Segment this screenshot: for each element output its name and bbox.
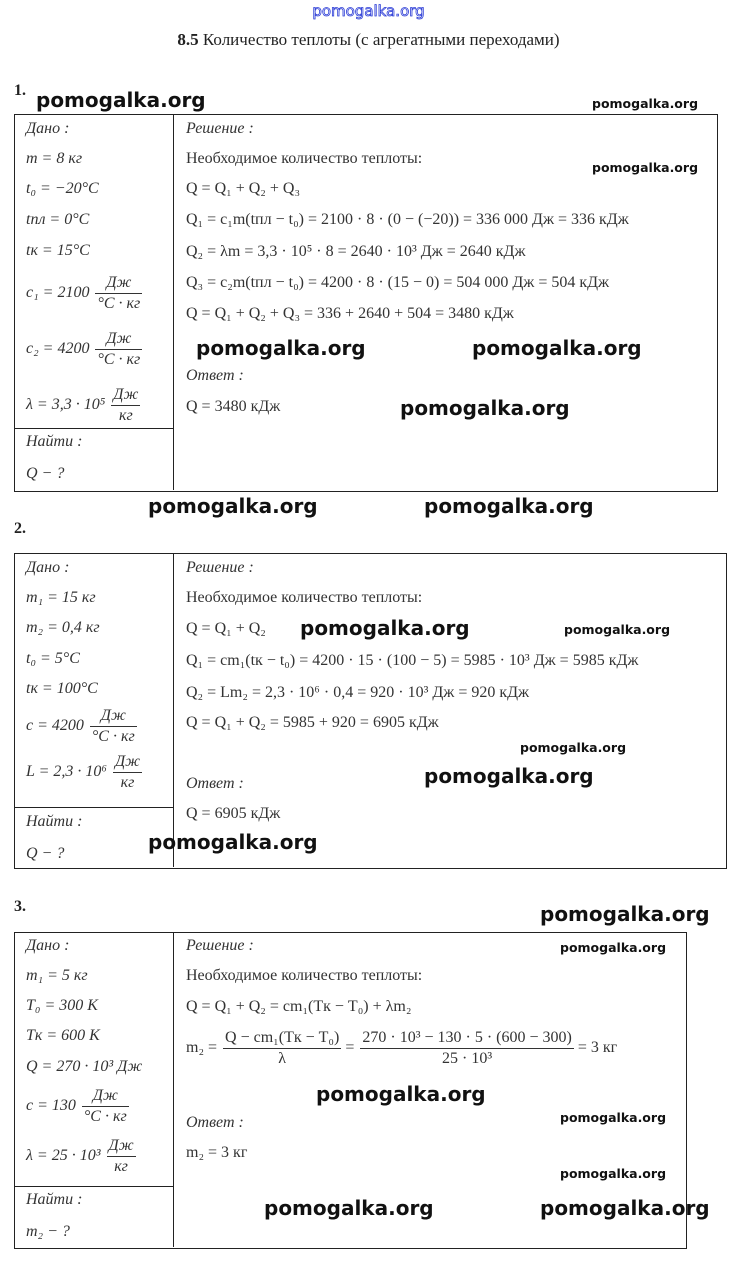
answer-label: Ответ : [186,1114,244,1131]
unit-fraction [95,329,142,370]
given-value: m = 8 кг [26,150,83,167]
given-item [26,329,142,370]
given-label: Дано : [26,120,70,137]
watermark: pomogalka.org [540,902,710,926]
answer-value: Q = 3480 кДж [186,398,281,415]
fraction-numerator: 270 · 10³ − 130 · 5 · (600 − 300) [360,1028,573,1049]
solution-intro: Необходимое количество теплоты: [186,589,423,606]
solution-fraction-line [186,1028,617,1069]
given-divider [14,1186,173,1187]
watermark: pomogalka.org [592,96,699,111]
unit-denominator: °C · кг [97,351,141,368]
unit-numerator: Дж [90,706,137,727]
given-value: t₀ = 5°C [26,650,80,667]
fraction-denominator: λ [278,1050,287,1067]
given-value: c = 4200 [26,717,84,735]
given-item [26,618,100,638]
given-item [26,588,96,608]
given-item [26,241,90,261]
find-label: Найти : [26,1191,83,1208]
watermark: pomogalka.org [400,396,570,420]
watermark: pomogalka.org [540,1196,710,1220]
given-value: m₁ = 15 кг [26,589,96,606]
given-divider [14,807,173,808]
fraction-numerator: Q − cm₁(Tк − T₀) [223,1028,341,1049]
given-item [26,649,80,669]
unit-denominator: °C · кг [91,728,135,745]
answer-label: Ответ : [186,367,244,384]
watermark: pomogalka.org [148,830,318,854]
find-value: Q − ? [26,845,65,862]
watermark: pomogalka.org [316,1082,486,1106]
answer-value: Q = 6905 кДж [186,805,281,822]
unit-denominator: кг [114,1158,128,1175]
unit-fraction [82,1086,129,1127]
watermark: pomogalka.org [264,1196,434,1220]
given-value: Q = 270 · 10³ Дж [26,1058,143,1075]
solution-line: Q₂ = λm = 3,3 · 10⁵ · 8 = 2640 · 10³ Дж = 2640 кДж [186,243,526,260]
m2-lhs: m₂ = [186,1039,218,1057]
watermark: pomogalka.org [300,616,470,640]
watermark: pomogalka.org [560,940,667,955]
given-item [26,273,142,314]
given-item [26,179,99,199]
solution-line: Q = Q₁ + Q₂ + Q₃ [186,180,301,197]
equals: = [345,1039,355,1057]
unit-denominator: °C · кг [97,295,141,312]
given-label: Дано : [26,559,70,576]
answer-label: Ответ : [186,775,244,792]
unit-denominator: кг [118,407,133,424]
solution-line: Q₂ = Lm₂ = 2,3 · 10⁶ · 0,4 = 920 · 10³ Дж = 920 кДж [186,684,530,701]
unit-numerator: Дж [113,752,142,773]
answer-value: m₂ = 3 кг [186,1144,248,1161]
solution-line: Q = Q₁ + Q₂ [186,620,266,637]
solution-line: Q = Q₁ + Q₂ + Q₃ = 336 + 2640 + 504 = 3480 кДж [186,305,514,322]
find-value: m₂ − ? [26,1223,70,1240]
given-value: m₂ = 0,4 кг [26,619,100,636]
given-item [26,385,140,426]
unit-fraction [111,385,140,426]
watermark: pomogalka.org [560,1166,667,1181]
page-title [0,30,737,50]
unit-fraction [90,706,137,747]
solution-line: Q = Q₁ + Q₂ = cm₁(Tк − T₀) + λm₂ [186,998,412,1015]
given-item [26,706,137,747]
column-divider [173,114,174,490]
unit-numerator: Дж [95,273,142,294]
given-value: tпл = 0°C [26,211,90,228]
solution-intro: Необходимое количество теплоты: [186,967,423,984]
given-value: c₁ = 2100 [26,284,90,302]
given-value: tк = 15°C [26,242,90,259]
given-item [26,752,142,793]
solution-label: Решение : [186,120,254,137]
solution-line: Q₃ = c₂m(tпл − t₀) = 4200 · 8 · (15 − 0) = 504 000 Дж = 504 кДж [186,274,610,291]
given-value: T₀ = 300 К [26,997,98,1014]
problem-number: 2. [14,520,26,537]
header-watermark: pomogalka.org [312,2,425,20]
given-value: m₁ = 5 кг [26,967,88,984]
watermark: pomogalka.org [472,336,642,360]
unit-denominator: кг [120,774,135,791]
find-label: Найти : [26,433,83,450]
m2-result: = 3 кг [577,1039,618,1057]
watermark: pomogalka.org [36,88,206,112]
problem-number: 3. [14,898,26,915]
given-value: t₀ = −20°C [26,180,99,197]
watermark: pomogalka.org [592,160,699,175]
solution-line: Q₁ = cm₁(tк − t₀) = 4200 · 15 · (100 − 5) = 5985 · 10³ Дж = 5985 кДж [186,652,639,669]
given-item [26,1136,136,1177]
unit-fraction [107,1136,136,1177]
unit-fraction [113,752,142,793]
solution-label: Решение : [186,937,254,954]
problem-number: 1. [14,82,26,99]
unit-denominator: °C · кг [83,1108,127,1125]
given-value: λ = 3,3 · 10⁵ [26,396,106,414]
unit-numerator: Дж [111,385,140,406]
section-title: Количество теплоты (с агрегатными переходами) [198,30,560,49]
given-value: Tк = 600 К [26,1027,100,1044]
section-number: 8.5 [177,30,199,49]
solution-line: Q = Q₁ + Q₂ = 5985 + 920 = 6905 кДж [186,714,439,731]
watermark: pomogalka.org [424,764,594,788]
given-value: L = 2,3 · 10⁶ [26,763,107,781]
solution-intro: Необходимое количество теплоты: [186,150,423,167]
unit-numerator: Дж [82,1086,129,1107]
unit-fraction [95,273,142,314]
watermark: pomogalka.org [196,336,366,360]
given-item [26,966,88,986]
given-value: tк = 100°C [26,680,98,697]
given-item [26,679,98,699]
given-value: c₂ = 4200 [26,340,90,358]
unit-numerator: Дж [107,1136,136,1157]
watermark: pomogalka.org [520,740,627,755]
watermark: pomogalka.org [560,1110,667,1125]
given-item [26,996,98,1016]
given-item [26,1026,100,1046]
solution-line: Q₁ = c₁m(tпл − t₀) = 2100 · 8 · (0 − (−20)) = 336 000 Дж = 336 кДж [186,211,629,228]
fraction-denominator: 25 · 10³ [442,1050,493,1067]
column-divider [173,553,174,867]
column-divider [173,932,174,1247]
given-divider [14,428,173,429]
given-item [26,210,89,230]
given-value: c = 130 [26,1097,76,1115]
given-item [26,1086,129,1127]
find-value: Q − ? [26,465,65,482]
given-label: Дано : [26,937,70,954]
watermark: pomogalka.org [148,494,318,518]
find-label: Найти : [26,813,83,830]
watermark: pomogalka.org [564,622,671,637]
given-item [26,1057,142,1077]
given-value: λ = 25 · 10³ [26,1147,101,1165]
unit-numerator: Дж [95,329,142,350]
given-item [26,149,82,169]
solution-label: Решение : [186,559,254,576]
watermark: pomogalka.org [424,494,594,518]
